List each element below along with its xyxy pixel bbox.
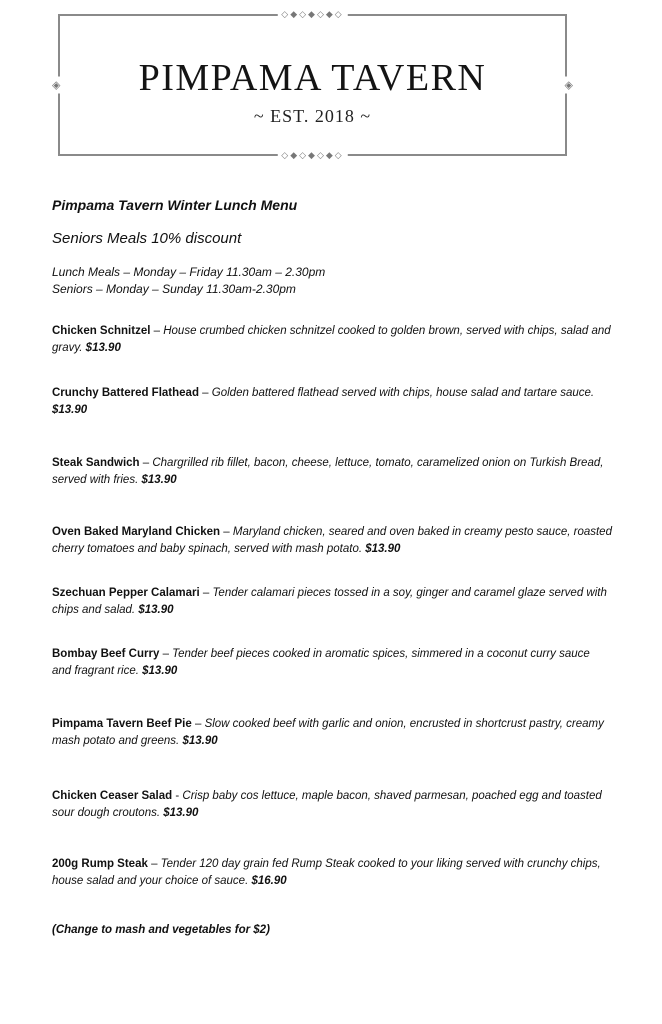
item-name: 200g Rump Steak	[52, 858, 148, 870]
item-separator: –	[198, 387, 212, 399]
item-description: Maryland chicken, seared and oven baked in creamy pesto sauce, roasted cherry tomatoes and baby spinach, served with mash potato.	[52, 526, 612, 555]
item-description: Crisp baby cos lettuce, maple bacon, shaved parmesan, poached egg and toasted sour dough croutons.	[52, 790, 602, 819]
menu-item	[52, 455, 612, 489]
item-price: $13.90	[52, 404, 88, 416]
menu-item	[52, 585, 612, 619]
hours-line: Lunch Meals – Monday – Friday 11.30am – 2.30pm	[52, 265, 326, 279]
menu-item	[52, 323, 612, 357]
left-ornament-icon: ◈	[52, 77, 60, 94]
item-separator: –	[220, 526, 233, 538]
menu-item	[52, 385, 612, 419]
item-description: Slow cooked beef with garlic and onion, encrusted in shortcrust pastry, creamy mash potato and greens.	[52, 718, 604, 747]
item-description: Tender calamari pieces tossed in a soy, ginger and caramel glaze served with chips and salad.	[52, 587, 607, 616]
item-name: Chicken Ceaser Salad	[52, 790, 173, 802]
item-name: Chicken Schnitzel	[52, 325, 151, 337]
right-ornament-icon: ◈	[565, 77, 573, 94]
item-separator: –	[139, 457, 153, 469]
item-name: Bombay Beef Curry	[52, 648, 160, 660]
item-description: Tender beef pieces cooked in aromatic spices, simmered in a coconut curry sauce and fragrant rice.	[52, 648, 590, 677]
item-name: Oven Baked Maryland Chicken	[52, 526, 221, 538]
item-price: $16.90	[251, 875, 287, 887]
item-separator: –	[199, 587, 213, 599]
menu-title: Pimpama Tavern Winter Lunch Menu	[52, 197, 298, 213]
item-separator: –	[150, 325, 164, 337]
item-price: $13.90	[85, 342, 121, 354]
menu-item	[52, 716, 612, 750]
item-name: Crunchy Battered Flathead	[52, 387, 199, 399]
item-separator: –	[159, 648, 173, 660]
brand-title: PIMPAMA TAVERN	[138, 57, 487, 99]
item-price: $13.90	[163, 807, 199, 819]
bottom-ornament-icon: ◇◆◇◆◇◆◇	[277, 151, 347, 160]
item-price: $13.90	[138, 604, 174, 616]
hours-line: Seniors – Monday – Sunday 11.30am-2.30pm	[52, 282, 296, 296]
item-separator: –	[191, 718, 205, 730]
established-text: ~ EST. 2018 ~	[253, 106, 372, 126]
item-description: House crumbed chicken schnitzel cooked to golden brown, served with chips, salad and gravy.	[52, 325, 611, 354]
footnote: (Change to mash and vegetables for $2)	[52, 924, 270, 936]
item-price: $13.90	[365, 543, 401, 555]
item-price: $13.90	[142, 665, 178, 677]
item-price: $13.90	[182, 735, 218, 747]
menu-item	[52, 646, 612, 680]
menu-item	[52, 788, 612, 822]
item-name: Szechuan Pepper Calamari	[52, 587, 200, 599]
item-separator: -	[172, 790, 183, 802]
menu-item	[52, 524, 612, 558]
item-name: Steak Sandwich	[52, 457, 140, 469]
top-ornament-icon: ◇◆◇◆◇◆◇	[277, 10, 347, 19]
item-description: Golden battered flathead served with chips, house salad and tartare sauce.	[211, 387, 595, 399]
item-price: $13.90	[141, 474, 177, 486]
item-description: Tender 120 day grain fed Rump Steak cooked to your liking served with crunchy chips, house salad and your choice of sauce.	[52, 858, 601, 887]
header-frame	[52, 9, 573, 160]
menu-item	[52, 856, 612, 890]
seniors-discount: Seniors Meals 10% discount	[52, 230, 242, 247]
item-separator: –	[147, 858, 161, 870]
item-name: Pimpama Tavern Beef Pie	[52, 718, 192, 730]
item-description: Chargrilled rib fillet, bacon, cheese, lettuce, tomato, caramelized onion on Turkish Bread, served with fries.	[52, 457, 604, 486]
